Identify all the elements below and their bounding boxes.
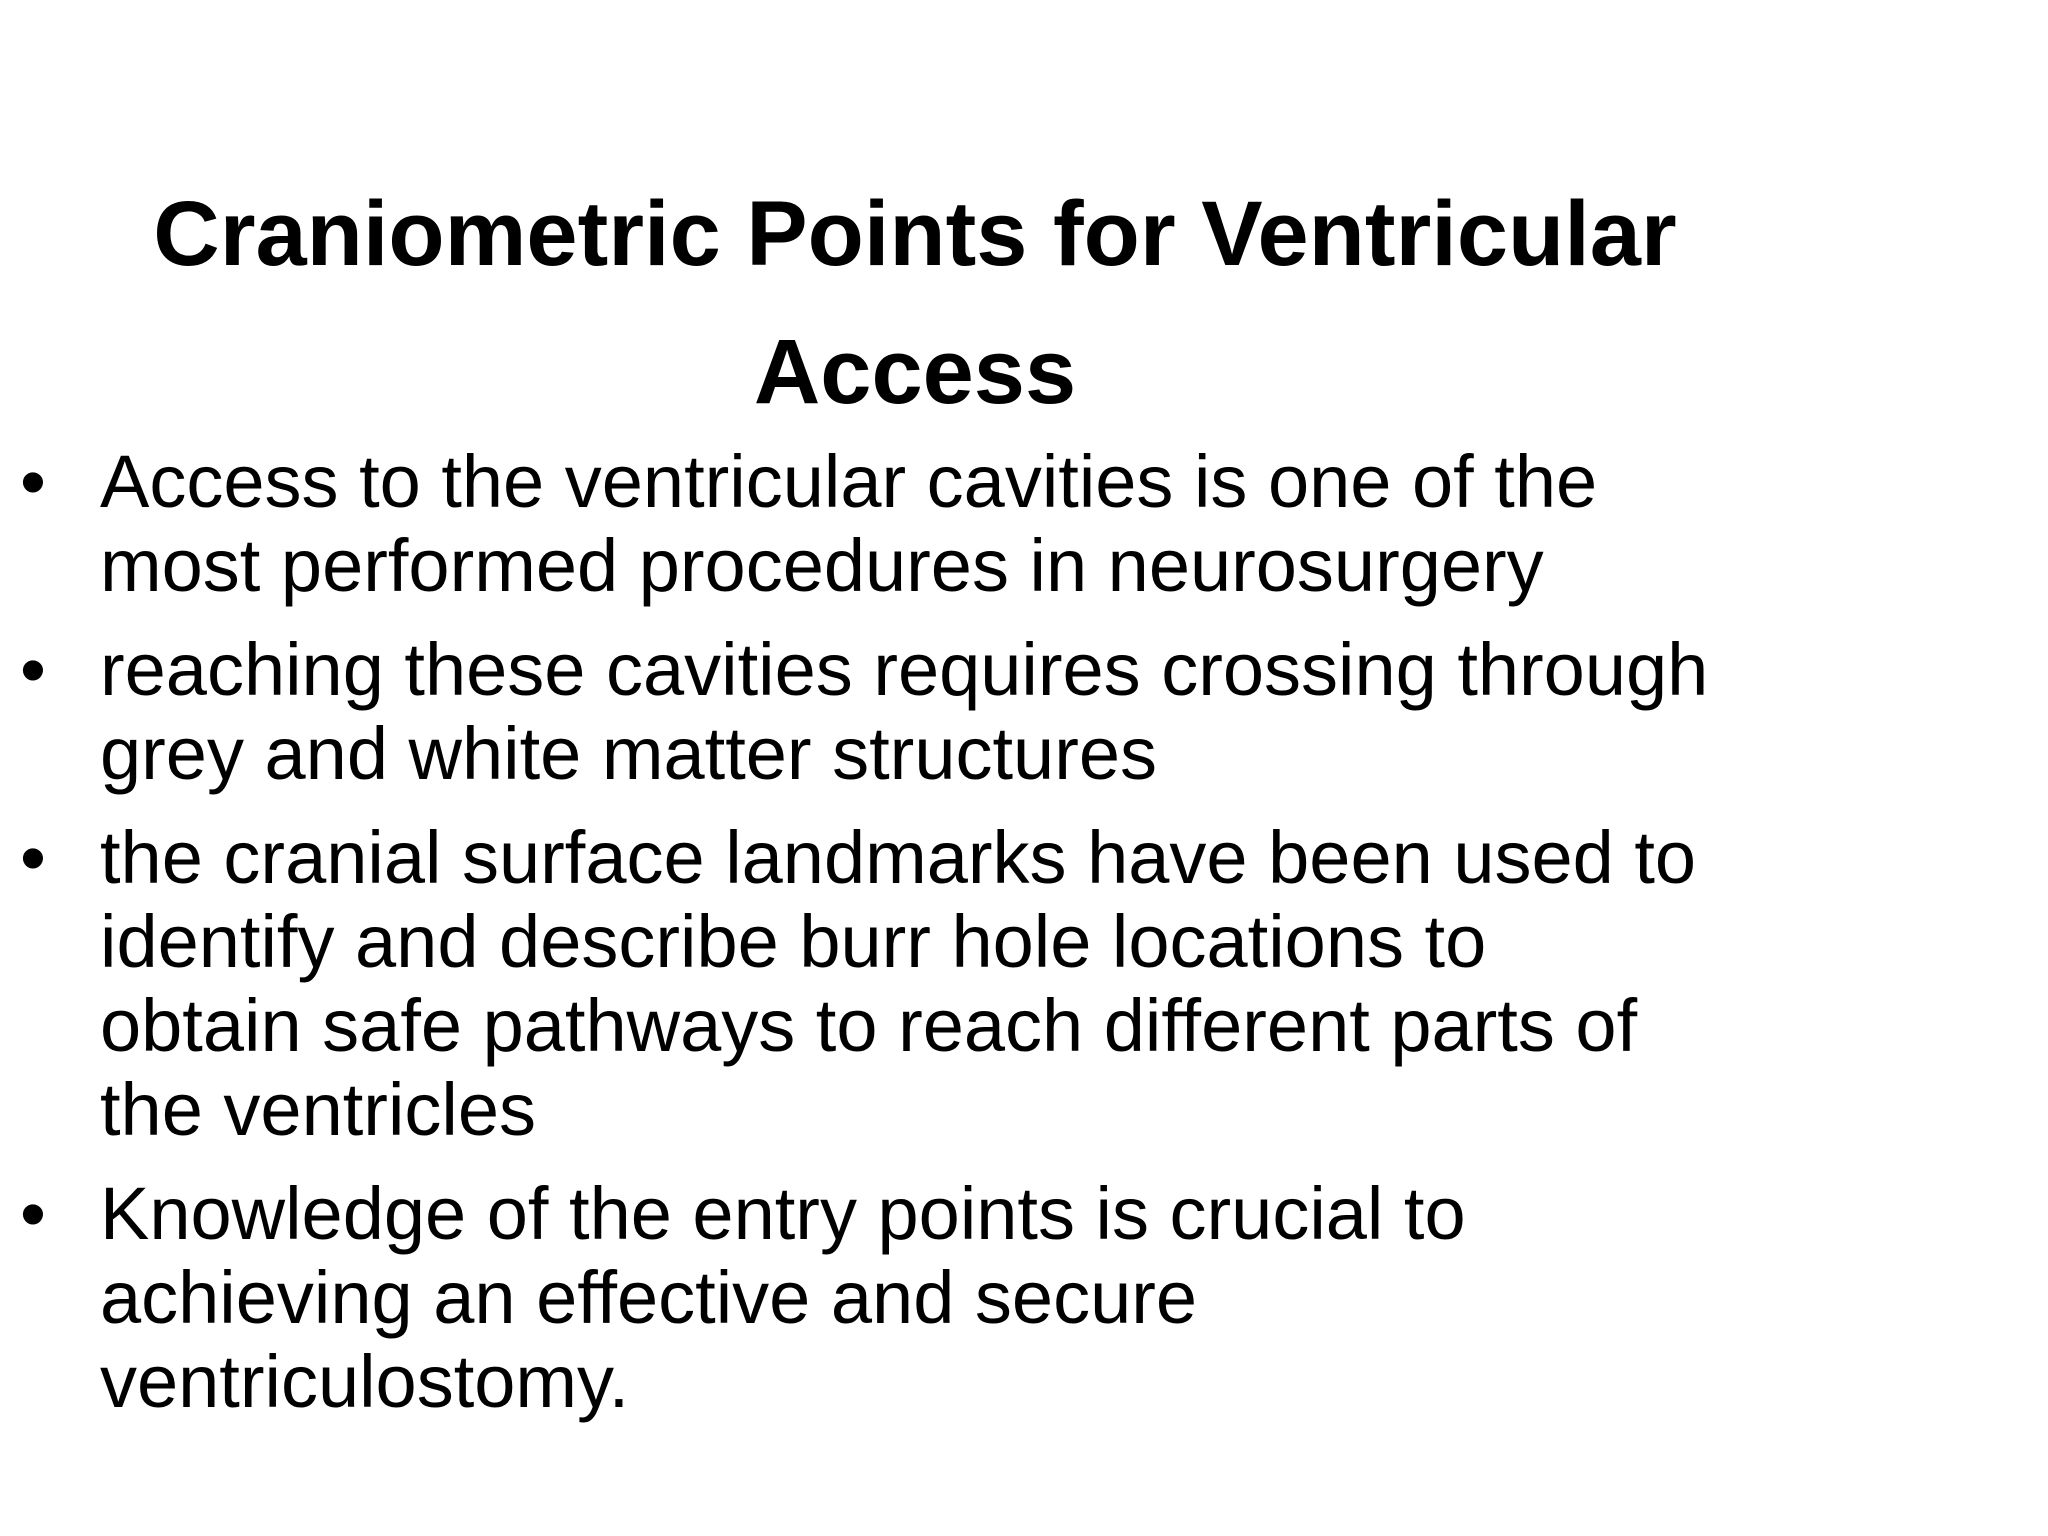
bullet-line: reaching these cavities requires crossing through xyxy=(100,628,1709,711)
bullet-item-1 xyxy=(20,440,1920,608)
bullet-text-3 xyxy=(100,816,1920,1152)
bullet-dot-icon: • xyxy=(20,1172,46,1255)
bullet-item-2 xyxy=(20,628,1920,796)
bullet-item-3 xyxy=(20,816,1920,1152)
slide-title-line-1: Craniometric Points for Ventricular xyxy=(153,183,1677,285)
slide-title xyxy=(60,165,1770,441)
bullet-item-4 xyxy=(20,1172,1920,1424)
bullet-line: grey and white matter structures xyxy=(100,712,1157,795)
bullet-dot-icon: • xyxy=(20,440,46,523)
bullet-line: the cranial surface landmarks have been used to xyxy=(100,816,1697,899)
bullet-text-4 xyxy=(100,1172,1920,1424)
bullet-line: the ventricles xyxy=(100,1068,536,1151)
bullet-text-1 xyxy=(100,440,1920,608)
bullet-line: Knowledge of the entry points is crucial to xyxy=(100,1172,1466,1255)
slide-title-line-2: Access xyxy=(753,321,1077,423)
bullet-line: most performed procedures in neurosurgery xyxy=(100,524,1544,607)
bullet-line: Access to the ventricular cavities is one of the xyxy=(100,440,1598,523)
bullet-line: achieving an effective and secure xyxy=(100,1256,1198,1339)
bullet-dot-icon: • xyxy=(20,816,46,899)
bullet-list xyxy=(20,440,1920,1444)
bullet-line: ventriculostomy. xyxy=(100,1340,630,1423)
bullet-line: identify and describe burr hole locations to xyxy=(100,900,1487,983)
bullet-dot-icon: • xyxy=(20,628,46,711)
bullet-line: obtain safe pathways to reach different parts of xyxy=(100,984,1638,1067)
bullet-text-2 xyxy=(100,628,1920,796)
